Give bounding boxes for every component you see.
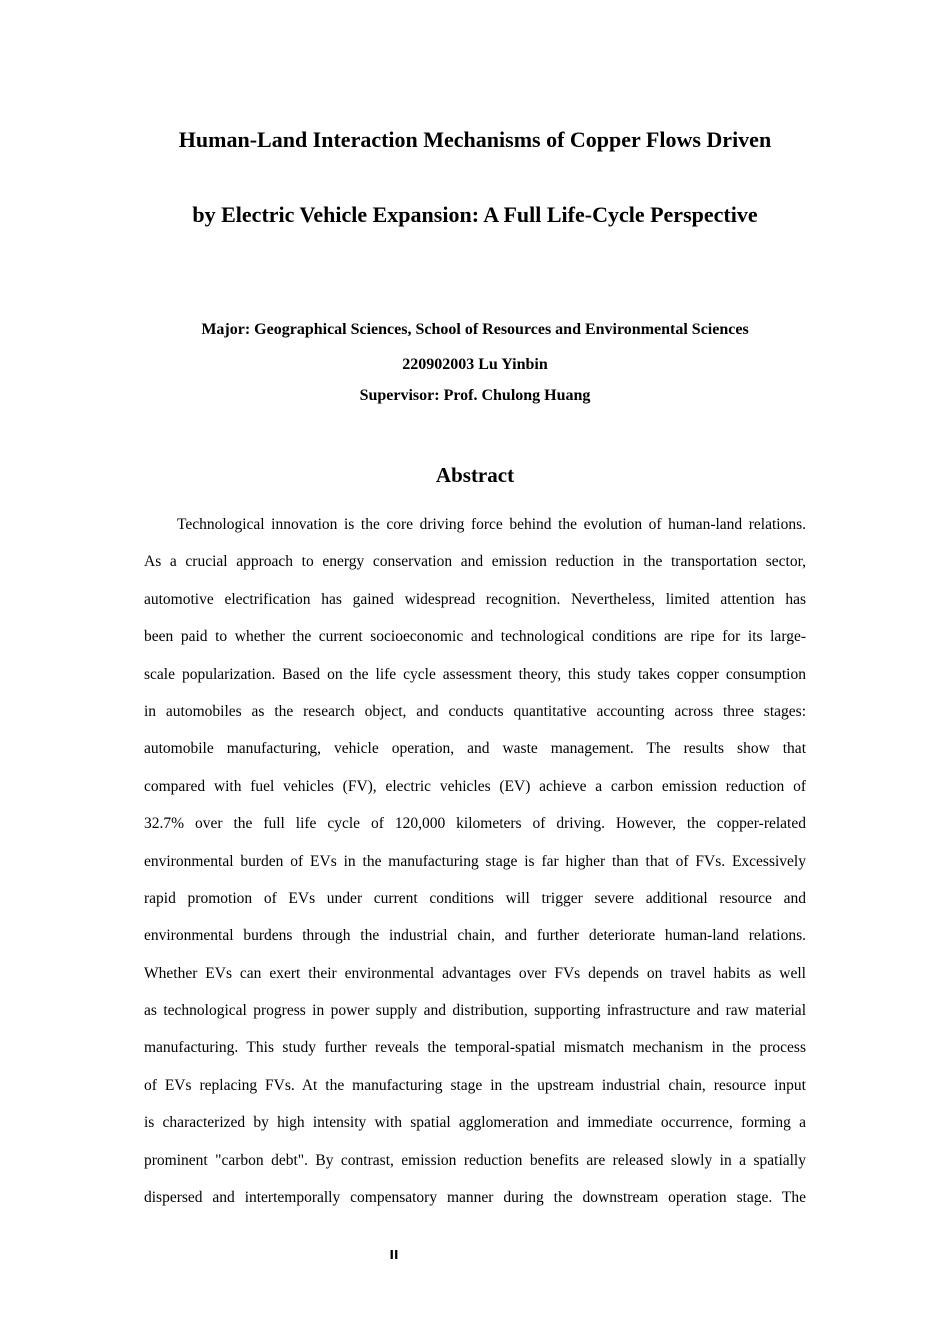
abstract-line: rapid promotion of EVs under current conditions will trigger severe additional resource and — [144, 889, 806, 907]
abstract-line: manufacturing. This study further reveals the temporal-spatial mismatch mechanism in the process — [144, 1039, 806, 1057]
abstract-line: Whether EVs can exert their environmental advantages over FVs depends on travel habits as well — [144, 964, 806, 982]
abstract-line: been paid to whether the current socioeconomic and technological conditions are ripe for its large- — [144, 628, 806, 646]
abstract-line: environmental burden of EVs in the manufacturing stage is far higher than that of FVs. Excessively — [144, 852, 806, 870]
abstract-line: automobile manufacturing, vehicle operation, and waste management. The results show that — [144, 740, 806, 758]
abstract-line: As a crucial approach to energy conservation and emission reduction in the transportation sector, — [144, 553, 806, 571]
abstract-line: automotive electrification has gained widespread recognition. Nevertheless, limited attention has — [144, 590, 806, 608]
abstract-line: 32.7% over the full life cycle of 120,000 kilometers of driving. However, the copper-related — [144, 815, 806, 833]
abstract-line: of EVs replacing FVs. At the manufacturing stage in the upstream industrial chain, resource input — [144, 1076, 806, 1094]
paper-title-line-2: by Electric Vehicle Expansion: A Full Life-Cycle Perspective — [192, 202, 758, 227]
abstract-line: scale popularization. Based on the life cycle assessment theory, this study takes copper consumption — [144, 665, 806, 683]
page-number: II — [389, 1248, 399, 1262]
abstract-line: environmental burdens through the industrial chain, and further deteriorate human-land relations. — [144, 927, 806, 945]
abstract-line: Technological innovation is the core driving force behind the evolution of human-land relations. — [177, 516, 806, 533]
abstract-line: prominent "carbon debt". By contrast, emission reduction benefits are released slowly in a spatially — [144, 1151, 806, 1169]
abstract-line: compared with fuel vehicles (FV), electric vehicles (EV) achieve a carbon emission reduction of — [144, 777, 806, 795]
student-id-name: 220902003 Lu Yinbin — [402, 356, 548, 373]
abstract-line: in automobiles as the research object, and conducts quantitative accounting across three stages: — [144, 702, 806, 720]
paper-title-line-1: Human-Land Interaction Mechanisms of Copper Flows Driven — [178, 127, 772, 152]
abstract-heading: Abstract — [435, 463, 515, 487]
supervisor-line: Supervisor: Prof. Chulong Huang — [359, 387, 591, 404]
abstract-body — [144, 506, 806, 1216]
abstract-line: dispersed and intertemporally compensatory manner during the downstream operation stage. The — [144, 1189, 806, 1207]
major-line: Major: Geographical Sciences, School of Resources and Environmental Sciences — [201, 321, 749, 338]
abstract-line: is characterized by high intensity with spatial agglomeration and immediate occurrence, forming a — [144, 1114, 806, 1132]
abstract-line: as technological progress in power supply and distribution, supporting infrastructure and raw material — [144, 1002, 806, 1020]
